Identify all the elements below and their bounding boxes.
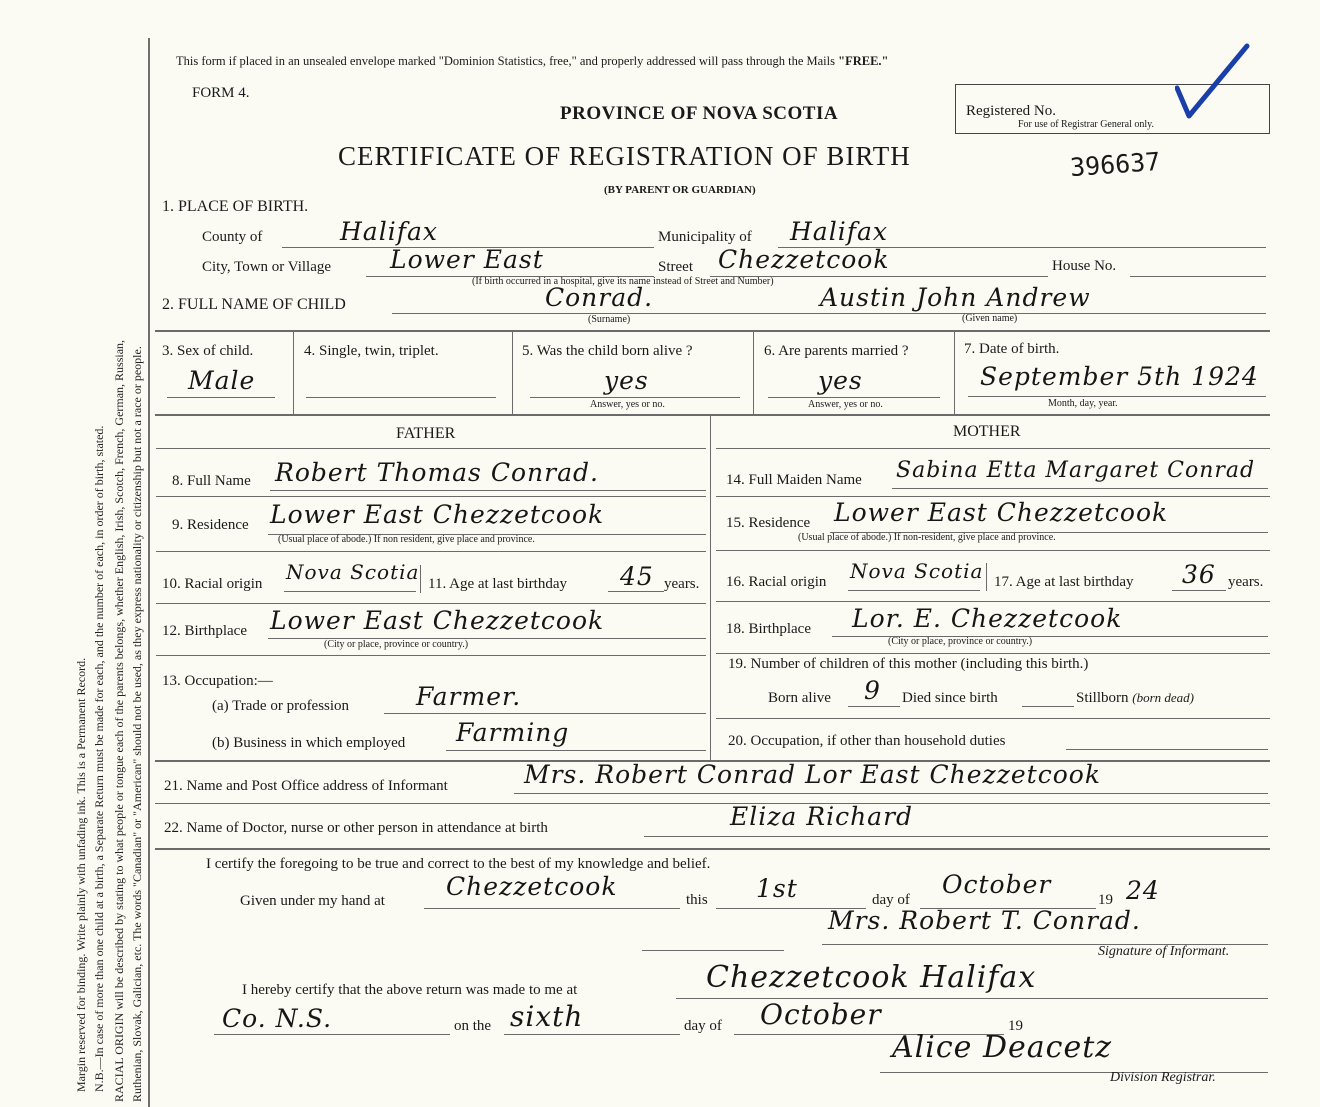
registrar-use-note: For use of Registrar General only. xyxy=(1018,119,1154,130)
row3-top-border xyxy=(155,330,1270,332)
registrar-day-of-label: day of xyxy=(684,1018,722,1034)
mother-children-rule xyxy=(716,718,1270,719)
father-name-rule xyxy=(156,496,706,497)
city-value: Lower East xyxy=(390,245,544,274)
father-age-line xyxy=(608,591,664,592)
date-of-birth-note: Month, day, year. xyxy=(1048,398,1118,409)
given-year-prefix: 19 xyxy=(1098,892,1113,908)
single-twin-line xyxy=(306,397,496,398)
died-since-birth-line xyxy=(1022,706,1074,707)
sex-label: 3. Sex of child. xyxy=(162,343,254,359)
side-note-racial: RACIAL ORIGIN will be described by stating to what people or tongue each of the parents belongs, whether English, Irish, Scotch, French, German, Russian, xyxy=(112,339,126,1102)
father-heading-rule xyxy=(156,448,706,449)
mother-years-label: years. xyxy=(1228,574,1264,590)
registrar-day-value: sixth xyxy=(510,1000,584,1033)
certify-statement: I certify the foregoing to be true and correct to the best of my knowledge and belief. xyxy=(206,856,711,872)
father-racial-label: 10. Racial origin xyxy=(162,576,263,592)
side-note-binding: Margin reserved for binding. Write plainly with unfading ink. This is a Permanent Record. xyxy=(74,657,88,1092)
father-birthplace-label: 12. Birthplace xyxy=(162,623,247,639)
born-alive-count-label: Born alive xyxy=(768,690,831,706)
father-business-line xyxy=(446,750,706,751)
mother-occupation-line xyxy=(1066,749,1268,750)
doctor-value: Eliza Richard xyxy=(730,802,914,831)
registrar-day-line xyxy=(504,1034,680,1035)
mother-birthplace-value: Lor. E. Chezzetcook xyxy=(852,604,1123,633)
registrar-signature-label: Division Registrar. xyxy=(1110,1070,1216,1085)
form-number: FORM 4. xyxy=(192,85,250,101)
informant-signature: Mrs. Robert T. Conrad. xyxy=(828,906,1141,935)
married-line xyxy=(768,397,940,398)
registrar-statement: I hereby certify that the above return was made to me at xyxy=(242,982,578,998)
mother-age-line xyxy=(1172,590,1226,591)
county-value: Halifax xyxy=(340,217,438,246)
given-under-hand-label: Given under my hand at xyxy=(240,893,385,909)
father-age-label: 11. Age at last birthday xyxy=(428,576,567,592)
side-note-nb: N.B.—In case of more than one child at a birth, a Separate Return must be made for each, and the number of each, in order of birth, stated. xyxy=(92,425,106,1092)
registrar-year-prefix: 19 xyxy=(1008,1018,1023,1034)
given-year-value: 24 xyxy=(1126,876,1160,905)
row3-bottom-border xyxy=(155,414,1270,416)
given-day-of-label: day of xyxy=(872,892,910,908)
surname-note: (Surname) xyxy=(588,314,631,325)
father-birthplace-note: (City or place, province or country.) xyxy=(324,639,469,650)
father-years-label: years. xyxy=(664,576,700,592)
father-age-value: 45 xyxy=(620,562,654,591)
street-value: Chezzetcook xyxy=(718,245,890,274)
doctor-label: 22. Name of Doctor, nurse or other person in attendance at birth xyxy=(164,820,548,836)
mother-birthplace-note: (City or place, province or country.) xyxy=(888,636,1033,647)
certificate-subtitle: (BY PARENT OR GUARDIAN) xyxy=(604,184,756,196)
mother-age-rule xyxy=(716,601,1270,602)
municipality-label: Municipality of xyxy=(658,229,752,245)
mother-residence-value: Lower East Chezzetcook xyxy=(834,498,1169,527)
child-given-name: Austin John Andrew xyxy=(820,283,1091,312)
married-label: 6. Are parents married ? xyxy=(764,343,909,359)
registrar-on-the-label: on the xyxy=(454,1018,492,1034)
died-since-birth-label: Died since birth xyxy=(902,690,998,706)
registration-number: 396637 xyxy=(1069,146,1162,183)
blue-check-mark xyxy=(1175,40,1255,120)
given-place-value: Chezzetcook xyxy=(446,872,618,901)
father-age-rule xyxy=(156,603,706,604)
binding-margin-line xyxy=(148,38,150,1107)
doctor-rule xyxy=(155,848,1270,850)
father-heading: FATHER xyxy=(396,425,456,442)
mother-name-value: Sabina Etta Margaret Conrad xyxy=(896,458,1256,483)
married-answer-note: Answer, yes or no. xyxy=(808,399,883,410)
born-alive-count-line xyxy=(848,706,900,707)
born-alive-label: 5. Was the child born alive ? xyxy=(522,343,693,359)
mother-name-line xyxy=(892,488,1268,489)
given-place-line xyxy=(424,908,680,909)
date-of-birth-value: September 5th 1924 xyxy=(980,362,1259,391)
stillborn-label: Stillborn (born dead) xyxy=(1076,690,1195,706)
father-birthplace-rule xyxy=(156,655,706,656)
born-alive-answer-note: Answer, yes or no. xyxy=(590,399,665,410)
mother-name-label: 14. Full Maiden Name xyxy=(726,472,862,488)
mother-residence-label: 15. Residence xyxy=(726,515,811,531)
father-trade-label: (a) Trade or profession xyxy=(212,698,350,714)
mother-birthplace-rule xyxy=(716,653,1270,654)
father-business-label: (b) Business in which employed xyxy=(212,735,406,751)
given-this-label: this xyxy=(686,892,708,908)
separator-line xyxy=(642,950,784,951)
registrar-month-value: October xyxy=(760,998,882,1031)
father-name-label: 8. Full Name xyxy=(172,473,251,489)
city-label: City, Town or Village xyxy=(202,259,332,275)
hospital-note: (If birth occurred in a hospital, give its name instead of Street and Number) xyxy=(472,276,774,287)
father-residence-note: (Usual place of abode.) If non resident, give place and province. xyxy=(278,534,535,545)
father-business-value: Farming xyxy=(456,718,570,747)
registrar-place2-line xyxy=(214,1034,450,1035)
row3-divider-1 xyxy=(293,331,294,414)
father-occupation-label: 13. Occupation:— xyxy=(162,673,273,689)
given-day-value: 1st xyxy=(756,874,798,903)
registrar-signature: Alice Deacetz xyxy=(892,1030,1113,1065)
mother-heading: MOTHER xyxy=(953,423,1021,440)
mother-age-value: 36 xyxy=(1182,560,1216,589)
father-name-value: Robert Thomas Conrad. xyxy=(275,458,599,487)
given-month-value: October xyxy=(942,870,1052,899)
registrar-place-value: Chezzetcook Halifax xyxy=(706,960,1037,995)
father-racial-line xyxy=(284,591,416,592)
informant-label: 21. Name and Post Office address of Informant xyxy=(164,778,448,794)
registrar-place2-value: Co. N.S. xyxy=(222,1004,333,1033)
mother-occupation-label: 20. Occupation, if other than household duties xyxy=(728,733,1006,749)
father-residence-rule xyxy=(156,551,706,552)
born-alive-count-value: 9 xyxy=(864,676,881,705)
province-heading: PROVINCE OF NOVA SCOTIA xyxy=(560,103,839,124)
sex-line xyxy=(167,397,275,398)
single-twin-label: 4. Single, twin, triplet. xyxy=(304,343,439,359)
row3-divider-4 xyxy=(954,331,955,414)
house-number-label: House No. xyxy=(1052,258,1117,274)
mother-racial-value: Nova Scotia xyxy=(850,559,984,583)
certificate-title: CERTIFICATE OF REGISTRATION OF BIRTH xyxy=(338,141,911,171)
father-birthplace-value: Lower East Chezzetcook xyxy=(270,606,605,635)
child-name-line xyxy=(392,313,1266,314)
father-racial-divider xyxy=(420,565,421,593)
father-trade-value: Farmer. xyxy=(416,682,522,711)
mother-age-label: 17. Age at last birthday xyxy=(994,574,1134,590)
father-residence-value: Lower East Chezzetcook xyxy=(270,500,605,529)
side-note-racial-2: Ruthenian, Slovak, Galician, etc. The words "Canadian" or "American" should not be used, as they express nationality or citizenship but not a race or people. xyxy=(130,346,144,1102)
father-name-line xyxy=(270,490,706,491)
born-alive-value: yes xyxy=(604,366,649,395)
sex-value: Male xyxy=(188,366,256,395)
parents-center-divider xyxy=(710,415,711,760)
given-name-note: (Given name) xyxy=(962,313,1018,324)
informant-signature-label: Signature of Informant. xyxy=(1098,944,1230,959)
children-count-label: 19. Number of children of this mother (including this birth.) xyxy=(728,656,1089,672)
municipality-value: Halifax xyxy=(790,217,888,246)
mother-name-rule xyxy=(716,496,1270,497)
child-surname: Conrad. xyxy=(545,283,654,312)
row3-divider-3 xyxy=(753,331,754,414)
date-of-birth-line xyxy=(968,396,1266,397)
mother-racial-line xyxy=(848,590,980,591)
county-label: County of xyxy=(202,229,263,245)
date-of-birth-label: 7. Date of birth. xyxy=(964,341,1060,357)
doctor-line xyxy=(644,836,1268,837)
mother-heading-rule xyxy=(716,448,1270,449)
row3-divider-2 xyxy=(512,331,513,414)
father-residence-label: 9. Residence xyxy=(172,517,249,533)
informant-value: Mrs. Robert Conrad Lor East Chezzetcook xyxy=(524,760,1101,789)
father-trade-line xyxy=(384,713,706,714)
registered-label: Registered No. xyxy=(966,103,1056,119)
mail-notice: This form if placed in an unsealed envelope marked "Dominion Statistics, free," and properly addressed will pass through the Mails "FREE." xyxy=(176,54,889,68)
born-alive-line xyxy=(530,397,740,398)
child-name-label: 2. FULL NAME OF CHILD xyxy=(162,296,346,313)
mother-birthplace-label: 18. Birthplace xyxy=(726,621,811,637)
informant-rule xyxy=(155,803,1270,804)
mother-racial-label: 16. Racial origin xyxy=(726,574,827,590)
street-label: Street xyxy=(658,259,693,275)
mother-residence-rule xyxy=(716,550,1270,551)
place-of-birth-heading: 1. PLACE OF BIRTH. xyxy=(162,198,309,215)
informant-line xyxy=(514,793,1268,794)
mother-residence-note: (Usual place of abode.) If non-resident, give place and province. xyxy=(798,532,1056,543)
mother-racial-divider xyxy=(986,563,987,591)
father-racial-value: Nova Scotia xyxy=(286,560,420,584)
house-number-line xyxy=(1130,276,1266,277)
married-value: yes xyxy=(818,366,863,395)
